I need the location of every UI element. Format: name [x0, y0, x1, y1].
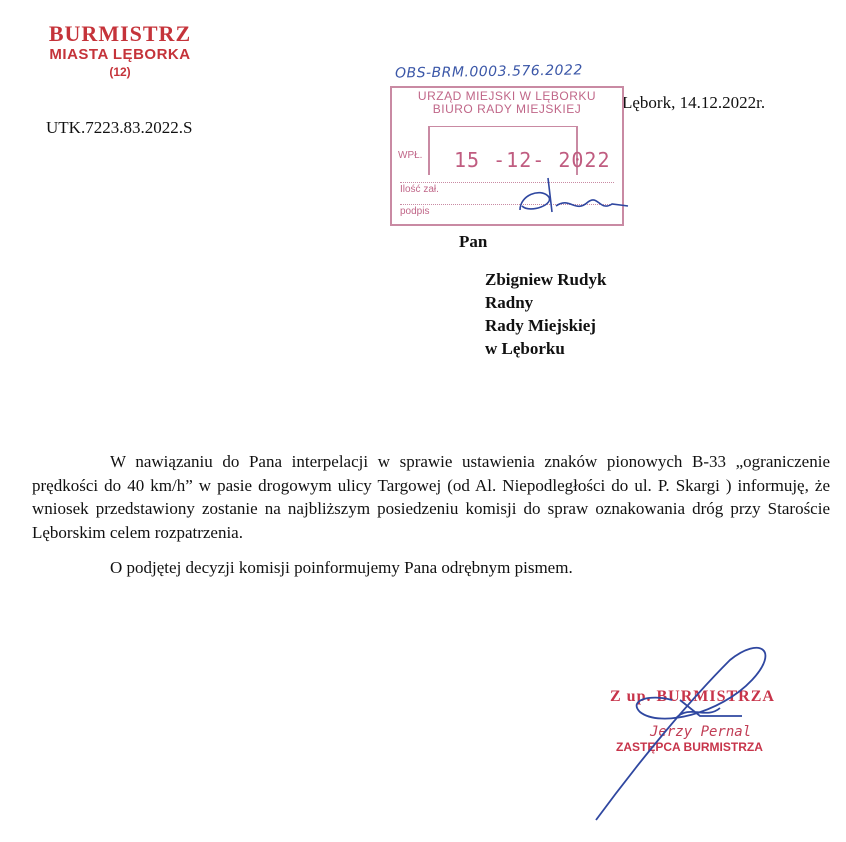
- seal-line-3: (12): [109, 65, 131, 79]
- recipient-role: Radny: [485, 293, 534, 312]
- stamp-divider: [400, 204, 614, 205]
- reference-number: UTK.7223.83.2022.S: [46, 118, 193, 137]
- registration-number: OBS-BRM.0003.576.2022: [394, 62, 583, 82]
- mayor-seal: [30, 22, 210, 80]
- signature-on-behalf: Z up. BURMISTRZA: [610, 688, 775, 705]
- recipient-city: w Lęborku: [485, 339, 565, 358]
- signatory-name: Jerzy Pernal: [650, 724, 752, 740]
- stamp-office-line-2: BIURO RADY MIEJSKIEJ: [432, 102, 582, 116]
- stamp-received-label: WPŁ.: [398, 150, 423, 161]
- registration-stamp: [390, 86, 624, 226]
- recipient-block: [485, 268, 606, 360]
- seal-line-2: MIASTA LĘBORKA: [49, 46, 191, 63]
- stamp-office: [402, 90, 612, 116]
- signature-stamp: [610, 688, 775, 754]
- signatory-title: ZASTĘPCA BURMISTRZA: [616, 740, 763, 754]
- recipient-body: Rady Miejskiej: [485, 316, 596, 335]
- body-paragraph-2: O podjętej decyzji komisji poinformujemy Pana odrębnym pismem.: [110, 558, 573, 578]
- stamp-attachments-label: Ilość zał.: [400, 184, 439, 195]
- stamp-divider: [400, 182, 614, 183]
- stamp-office-line-1: URZĄD MIEJSKI W LĘBORKU: [417, 89, 597, 103]
- seal-line-1: BURMISTRZ: [48, 21, 192, 46]
- stamp-signature-label: podpis: [400, 206, 430, 217]
- place-date: Lębork, 14.12.2022r.: [622, 93, 766, 112]
- body-paragraph-1: W nawiązaniu do Pana interpelacji w sprawie ustawienia znaków pionowych B-33 „ograniczenie prędkości do 40 km/h” w pasie drogowym ulicy Targowej (od Al. Niepodległości do ul. P. Skargi ) informuję, że wniosek przedstawiony zostanie na najbliższym posiedzeniu komisji do spraw oznakowania dróg przy Staroście Lęborskim celem rozpatrzenia.: [32, 452, 830, 542]
- salutation: Pan: [459, 232, 488, 251]
- recipient-name: Zbigniew Rudyk: [485, 270, 607, 289]
- stamp-date: 15 -12- 2022: [454, 148, 611, 172]
- letter-body: [32, 450, 830, 580]
